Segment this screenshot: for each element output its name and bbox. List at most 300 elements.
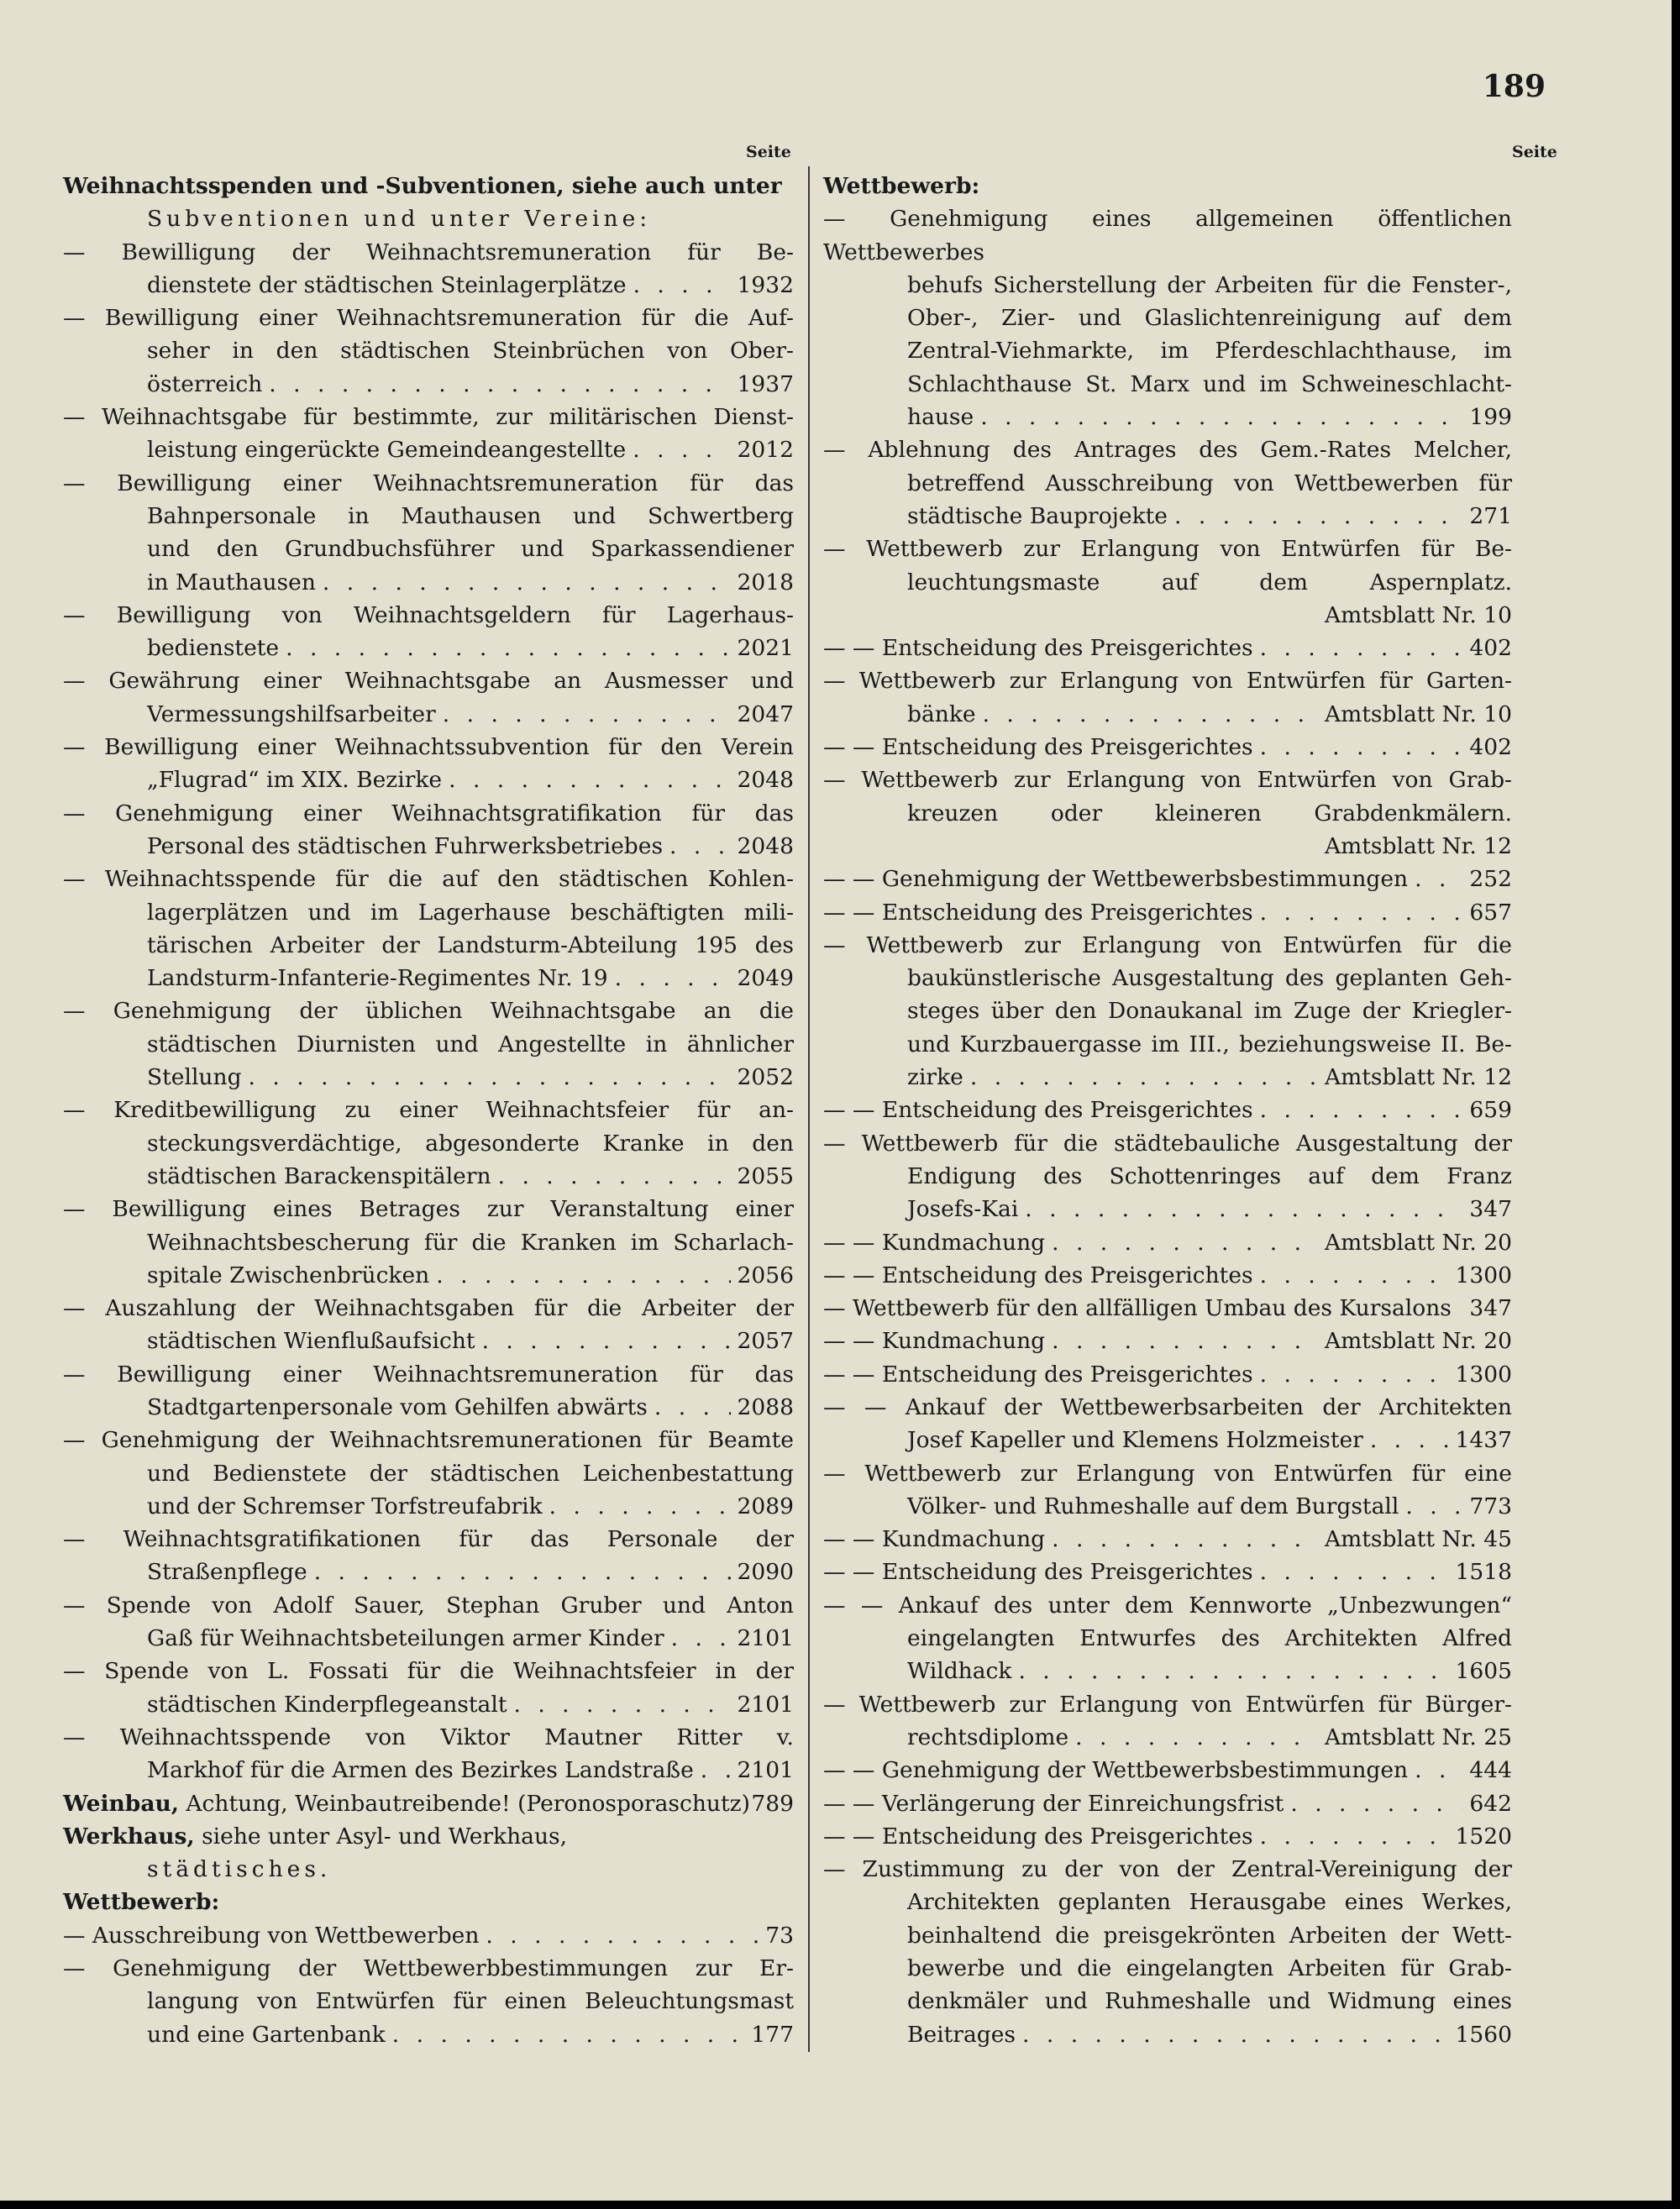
page-reference: 1932 (737, 271, 794, 298)
page-reference: 2052 (737, 1064, 794, 1091)
entry-line (63, 2018, 794, 2051)
dot-leader (669, 830, 731, 863)
entry-text: — — Kundmachung (823, 1526, 1046, 1553)
entry-line (823, 302, 1512, 334)
page-number: 189 (1482, 69, 1546, 104)
dot-leader (392, 2018, 745, 2051)
entry-line (823, 1061, 1512, 1094)
entry-line (823, 1886, 1512, 1918)
index-entry (823, 1391, 1512, 1457)
entry-text: — Weihnachtsspende von Viktor Mautner Ritter v. (63, 1724, 794, 1750)
entry-text: — Genehmigung der Weihnachtsremunerationen für Beamte (63, 1427, 794, 1454)
entry-line (823, 1424, 1512, 1456)
entry-text: „Flugrad“ im XIX. Bezirke (147, 767, 443, 794)
entry-text: Personal des städtischen Fuhrwerksbetriebes (147, 832, 664, 859)
page-reference: 252 (1469, 866, 1512, 893)
dot-leader (1052, 1523, 1318, 1556)
entry-text: — Wettbewerb zur Erlangung von Entwürfen für Bürger- (823, 1691, 1512, 1718)
entry-text: — Wettbewerb zur Erlangung von Entwürfen für Be- (823, 536, 1512, 563)
page-reference: 2057 (737, 1328, 794, 1355)
entry-line (63, 1028, 794, 1061)
entry-line (823, 401, 1512, 433)
index-entry (63, 599, 794, 665)
entry-line (823, 664, 1512, 697)
page-reference: 2101 (737, 1757, 794, 1784)
entry-text: Straßenpflege (147, 1559, 307, 1586)
entry-text: — Gewährung einer Weihnachtsgabe an Ausmesser und (63, 668, 794, 695)
index-entry (823, 1325, 1512, 1357)
entry-text: — — Entscheidung des Preisgerichtes (823, 635, 1253, 662)
dot-leader (633, 433, 730, 466)
entry-text: Architekten geplanten Herausgabe eines Werkes, (907, 1889, 1512, 1916)
entry-line (63, 1556, 794, 1588)
page-reference: 199 (1469, 404, 1512, 431)
entry-line (823, 863, 1512, 895)
entry-text: — — Ankauf des unter dem Kennworte „Unbezwungen“ (823, 1592, 1512, 1619)
entry-line (823, 1952, 1512, 1985)
entry-text: — — Kundmachung (823, 1229, 1046, 1256)
entry-text: bänke (907, 700, 976, 727)
dot-leader (654, 1391, 731, 1424)
entry-line (63, 1985, 794, 2017)
entry-text: — Bewilligung einer Weihnachtssubvention für den Verein (63, 734, 794, 761)
entry-text: städtischen Barackenspitälern (147, 1162, 491, 1189)
index-entry (823, 202, 1512, 433)
index-entry (823, 433, 1512, 533)
index-entry (63, 1787, 794, 1820)
entry-line (63, 500, 794, 533)
index-entry (63, 797, 794, 863)
entry-text: — — Entscheidung des Preisgerichtes (823, 899, 1253, 926)
dot-leader (1405, 1490, 1462, 1523)
dot-leader (1075, 1721, 1318, 1754)
entry-text: und der Schremser Torfstreufabrik (147, 1493, 543, 1519)
dot-leader (249, 1061, 731, 1094)
entry-line (823, 1622, 1512, 1655)
entry-line (823, 1325, 1512, 1357)
entry-line (823, 566, 1512, 599)
dot-leader (1260, 1259, 1449, 1292)
index-entry (63, 1292, 794, 1358)
entry-line (63, 1688, 794, 1721)
page-reference: 2089 (737, 1493, 794, 1519)
index-entry (63, 1094, 794, 1193)
entry-line (63, 1919, 794, 1952)
index-entry (823, 1688, 1512, 1755)
entry-line (63, 1391, 794, 1424)
amtsblatt-reference: Amtsblatt Nr. 12 (1325, 1064, 1512, 1091)
entry-text: städtischen Diurnisten und Angestellte in ähnlicher (147, 1031, 794, 1057)
entry-text: — Weihnachtsspende für die auf den städtischen Kohlen- (63, 866, 794, 893)
entry-text: Wettbewerb: (63, 1889, 220, 1916)
page-reference: 2012 (737, 437, 794, 464)
index-entry (63, 731, 794, 797)
page-reference: 177 (751, 2021, 794, 2048)
entry-line (823, 632, 1512, 664)
entry-text: betreffend Ausschreibung von Wettbewerben für (907, 470, 1512, 496)
page-reference: 773 (1469, 1493, 1512, 1519)
dot-leader (486, 1919, 759, 1952)
entry-line (823, 1127, 1512, 1160)
index-entry (823, 1589, 1512, 1688)
entry-line (63, 1193, 794, 1225)
entry-line (63, 202, 794, 235)
entry-line (63, 1655, 794, 1687)
entry-line (823, 1193, 1512, 1225)
entry-line (823, 1523, 1512, 1556)
entry-line (63, 929, 794, 962)
entry-line (63, 368, 794, 401)
index-entry (63, 1589, 794, 1655)
index-entry (63, 1721, 794, 1787)
index-entry (63, 1952, 794, 2051)
entry-text: Markhof für die Armen des Bezirkes Landstraße (147, 1757, 694, 1784)
entry-text: — Bewilligung einer Weihnachtsremuneration für das (63, 1361, 794, 1388)
entry-text: Weinbau, Achtung, Weinbautreibende! (Peronosporaschutz) (63, 1790, 750, 1817)
page-reference: 2101 (737, 1625, 794, 1652)
entry-text: — Auszahlung der Weihnachtsgaben für die Arbeiter der (63, 1295, 794, 1322)
entry-text: — Wettbewerb zur Erlangung von Entwürfen für die (823, 931, 1512, 958)
dot-leader (1022, 2018, 1449, 2051)
index-entry (63, 1919, 794, 1952)
entry-text: Josefs-Kai (907, 1196, 1019, 1223)
entry-text: — — Entscheidung des Preisgerichtes (823, 1262, 1253, 1288)
entry-line (823, 170, 1512, 202)
dot-leader (1260, 1358, 1449, 1391)
entry-text: eingelangten Entwurfes des Architekten Alfred (907, 1625, 1512, 1652)
left-column (63, 170, 794, 2048)
page-reference: 2047 (737, 700, 794, 727)
entry-text: und Bedienstete der städtischen Leichenbestattung (147, 1460, 794, 1487)
index-entry (823, 896, 1512, 929)
entry-text: behufs Sicherstellung der Arbeiten für die Fenster-, (907, 271, 1512, 298)
entry-text: — Wettbewerb zur Erlangung von Entwürfen von Grab- (823, 767, 1512, 794)
index-entry (63, 1655, 794, 1721)
entry-line (823, 731, 1512, 763)
entry-line (63, 1853, 794, 1886)
entry-line (63, 1523, 794, 1556)
entry-text: — Bewilligung der Weihnachtsremuneration für Be- (63, 239, 794, 265)
entry-line (823, 994, 1512, 1027)
entry-text: denkmäler und Ruhmeshalle und Widmung eines (907, 1988, 1512, 2015)
index-entry (823, 1226, 1512, 1259)
entry-text: Josef Kapeller und Klemens Holzmeister (907, 1427, 1363, 1454)
page-reference: 402 (1469, 734, 1512, 761)
entry-text: und den Grundbuchsführer und Sparkassendiener (147, 536, 794, 563)
entry-text: — — Ankauf der Wettbewerbsarbeiten der Architekten (823, 1393, 1512, 1420)
entry-line (823, 698, 1512, 731)
index-entry (63, 401, 794, 467)
dot-leader (671, 1622, 731, 1655)
page-reference: 1520 (1455, 1823, 1512, 1850)
entry-line (63, 1589, 794, 1622)
entry-line (63, 1721, 794, 1754)
index-entry (63, 1424, 794, 1523)
entry-text: — Zustimmung zu der von der Zentral-Vereinigung der (823, 1856, 1512, 1883)
entry-line (63, 1457, 794, 1490)
amtsblatt-reference: Amtsblatt Nr. 20 (1325, 1328, 1512, 1355)
entry-line (823, 1985, 1512, 2017)
amtsblatt-reference: Amtsblatt Nr. 20 (1325, 1229, 1512, 1256)
dot-leader (436, 1259, 730, 1292)
dot-leader (1018, 1655, 1448, 1687)
entry-text: — Wettbewerb für den allfälligen Umbau des Kursalons (823, 1295, 1452, 1322)
dot-leader (513, 1688, 730, 1721)
index-entry (63, 1523, 794, 1589)
entry-text: — — Genehmigung der Wettbewerbsbestimmungen (823, 866, 1409, 893)
entry-line (63, 334, 794, 367)
dot-leader (286, 632, 730, 664)
page-reference: 73 (765, 1922, 794, 1949)
index-entry (823, 1820, 1512, 1853)
column-heading-right: Seite (1512, 143, 1557, 161)
index-entry (823, 170, 1512, 202)
entry-text: Vermessungshilfsarbeiter (147, 700, 436, 727)
entry-line (823, 533, 1512, 565)
page-reference: 2090 (737, 1559, 794, 1586)
entry-text: bewerbe und die eingelangten Arbeiten für Grab- (907, 1955, 1512, 1982)
entry-line (63, 566, 794, 599)
page-reference: 347 (1469, 1295, 1512, 1322)
index-entry (823, 863, 1512, 895)
entry-text: Wildhack (907, 1658, 1012, 1685)
page-reference: 2056 (737, 1262, 794, 1288)
entry-line (63, 401, 794, 433)
entry-line (823, 896, 1512, 929)
dot-leader (1290, 1787, 1462, 1820)
page-reference: 2101 (737, 1691, 794, 1718)
dot-leader (498, 1160, 731, 1193)
entry-line (63, 1820, 794, 1853)
entry-text: und eine Gartenbank (147, 2021, 386, 2048)
page-reference: 789 (751, 1790, 794, 1817)
entry-text: städtischen Wienflußaufsicht (147, 1328, 475, 1355)
amtsblatt-reference: Amtsblatt Nr. 45 (1325, 1526, 1512, 1553)
entry-line (823, 1457, 1512, 1490)
entry-line (823, 962, 1512, 994)
dot-leader (1052, 1325, 1318, 1357)
entry-text: — — Entscheidung des Preisgerichtes (823, 1559, 1253, 1586)
entry-text: — Bewilligung einer Weihnachtsremuneration für die Auf- (63, 305, 794, 332)
dot-leader (1260, 731, 1463, 763)
entry-text: städtisches. (147, 1856, 332, 1883)
entry-text: beinhaltend die preisgekrönten Arbeiten der Wett- (907, 1922, 1512, 1949)
entry-line (823, 500, 1512, 533)
index-entry (63, 1886, 794, 1918)
index-entry (63, 1358, 794, 1425)
entry-line (823, 467, 1512, 500)
entry-line (823, 433, 1512, 466)
entry-line (823, 830, 1512, 863)
entry-text: städtische Bauprojekte (907, 502, 1168, 529)
entry-text: zirke (907, 1064, 963, 1091)
entry-text: — Spende von Adolf Sauer, Stephan Gruber und Anton (63, 1592, 794, 1619)
entry-line (823, 1787, 1512, 1820)
entry-line (63, 896, 794, 929)
dot-leader (1370, 1424, 1449, 1456)
entry-line (63, 1358, 794, 1391)
entry-text: — — Entscheidung des Preisgerichtes (823, 734, 1253, 761)
index-entry (63, 170, 794, 236)
entry-text: — Weihnachtsgratifikationen für das Personale der (63, 1526, 794, 1553)
entry-text: Ober-, Zier- und Glaslichtenreinigung auf dem (907, 305, 1512, 332)
entry-line (63, 962, 794, 994)
entry-text: leuchtungsmaste auf dem Aspernplatz. (907, 569, 1512, 596)
entry-line (63, 1259, 794, 1292)
entry-line (823, 2018, 1512, 2051)
entry-text: Amtsblatt Nr. 12 (1325, 832, 1512, 859)
entry-text: rechtsdiplome (907, 1724, 1069, 1750)
entry-line (63, 994, 794, 1027)
dot-leader (443, 698, 731, 731)
index-entry (823, 1127, 1512, 1226)
entry-text: — Genehmigung einer Weihnachtsgratifikation für das (63, 800, 794, 826)
entry-text: — Genehmigung der üblichen Weihnachtsgabe an die (63, 998, 794, 1025)
entry-line (823, 1820, 1512, 1853)
dot-leader (1052, 1226, 1318, 1259)
entry-text: — — Entscheidung des Preisgerichtes (823, 1097, 1253, 1124)
entry-line (63, 632, 794, 664)
index-entry (823, 763, 1512, 863)
dot-leader (1260, 1094, 1463, 1126)
entry-text: dienstete der städtischen Steinlagerplätze (147, 271, 627, 298)
entry-line (63, 731, 794, 763)
entry-text: — — Entscheidung des Preisgerichtes (823, 1823, 1253, 1850)
entry-text: Beitrages (907, 2021, 1016, 2048)
entry-line (63, 664, 794, 697)
entry-line (823, 599, 1512, 632)
entry-text: Gaß für Weihnachtsbeteilungen armer Kinder (147, 1625, 664, 1652)
page-reference: 402 (1469, 635, 1512, 662)
entry-text: — Bewilligung eines Betrages zur Veranstaltung einer (63, 1196, 794, 1223)
entry-text: Werkhaus, siehe unter Asyl- und Werkhaus, (63, 1823, 568, 1850)
dot-leader (449, 763, 730, 796)
entry-text: — Kreditbewilligung zu einer Weihnachtsfeier für an- (63, 1097, 794, 1124)
entry-line (823, 1556, 1512, 1588)
amtsblatt-reference: Amtsblatt Nr. 25 (1325, 1724, 1512, 1750)
entry-line (63, 1160, 794, 1193)
page-reference: 1300 (1455, 1361, 1512, 1388)
entry-line (823, 797, 1512, 830)
page-reference: 657 (1469, 899, 1512, 926)
entry-line (63, 863, 794, 895)
dot-leader (314, 1556, 731, 1588)
entry-line (823, 1391, 1512, 1424)
dot-leader (1260, 632, 1463, 664)
dot-leader (1025, 1193, 1462, 1225)
entry-line (63, 433, 794, 466)
entry-line (63, 1061, 794, 1094)
index-entry (823, 1523, 1512, 1556)
page-reference: 2048 (737, 832, 794, 859)
entry-line (63, 797, 794, 830)
dot-leader (615, 962, 731, 994)
entry-text: kreuzen oder kleineren Grabdenkmälern. (907, 800, 1512, 826)
entry-text: und Kurzbauergasse im III., beziehungsweise II. Be- (907, 1031, 1512, 1057)
entry-text: — Weihnachtsgabe für bestimmte, zur militärischen Dienst- (63, 404, 794, 431)
entry-text: steges über den Donaukanal im Zuge der Kriegler- (907, 998, 1512, 1025)
page-reference: 642 (1469, 1790, 1512, 1817)
index-entry (63, 994, 794, 1094)
index-entry (823, 731, 1512, 763)
entry-text: — Genehmigung eines allgemeinen öffentlichen Wettbewerbes (823, 206, 1512, 265)
page-reference: 2021 (737, 635, 794, 662)
entry-line (823, 269, 1512, 302)
page-reference: 347 (1469, 1196, 1512, 1223)
page-reference: 2048 (737, 767, 794, 794)
entry-text: — Wettbewerb zur Erlangung von Entwürfen für Garten- (823, 668, 1512, 695)
entry-line (823, 1160, 1512, 1193)
entry-line (63, 830, 794, 863)
index-entry (823, 929, 1512, 1094)
entry-text: spitale Zwischenbrücken (147, 1262, 430, 1288)
entry-text: — Bewilligung einer Weihnachtsremuneration für das (63, 470, 794, 496)
dot-leader (549, 1490, 731, 1523)
page-reference: 2018 (737, 569, 794, 596)
index-entry (823, 1556, 1512, 1588)
entry-line (63, 1424, 794, 1456)
index-entry (823, 664, 1512, 731)
index-entry (63, 664, 794, 731)
dot-leader (980, 401, 1462, 433)
entry-line (823, 1226, 1512, 1259)
page-reference: 1300 (1455, 1262, 1512, 1288)
index-entry (823, 533, 1512, 632)
entry-line (823, 1259, 1512, 1292)
entry-text: Wettbewerb: (823, 173, 980, 199)
entry-line (63, 1292, 794, 1325)
entry-text: — Wettbewerb zur Erlangung von Entwürfen für eine (823, 1460, 1512, 1487)
entry-text: Zentral-Viehmarkte, im Pferdeschlachthause, im (907, 338, 1512, 365)
entry-line (63, 533, 794, 565)
dot-leader (269, 368, 730, 401)
entry-line (823, 763, 1512, 796)
entry-text: — — Genehmigung der Wettbewerbsbestimmungen (823, 1757, 1409, 1784)
entry-line (823, 334, 1512, 367)
page-reference: 1605 (1455, 1658, 1512, 1685)
dot-leader (1415, 1754, 1462, 1787)
entry-line (63, 1127, 794, 1160)
entry-text: Bahnpersonale in Mauthausen und Schwertberg (147, 502, 794, 529)
index-entry (63, 1193, 794, 1292)
index-entry (63, 863, 794, 994)
page-reference: 271 (1469, 502, 1512, 529)
entry-line (823, 1721, 1512, 1754)
entry-line (823, 1754, 1512, 1787)
index-entry (823, 1094, 1512, 1126)
entry-line (63, 1226, 794, 1259)
dot-leader (1260, 1820, 1449, 1853)
index-entry (63, 236, 794, 302)
dot-leader (983, 698, 1318, 731)
entry-line (63, 170, 794, 202)
right-column (823, 170, 1512, 2048)
page-reference: 2049 (737, 965, 794, 992)
entry-line (823, 1028, 1512, 1061)
index-entry (823, 1754, 1512, 1787)
index-entry (63, 1820, 794, 1886)
entry-line (63, 1490, 794, 1523)
index-entry (823, 1787, 1512, 1820)
entry-text: — Genehmigung der Wettbewerbbestimmungen zur Er- (63, 1955, 794, 1982)
entry-line (823, 1094, 1512, 1126)
page-reference: 1518 (1455, 1559, 1512, 1586)
dot-leader (701, 1754, 731, 1787)
entry-line (823, 1292, 1512, 1325)
dot-leader (1260, 1556, 1449, 1588)
entry-line (63, 1094, 794, 1126)
amtsblatt-reference: Amtsblatt Nr. 10 (1325, 700, 1512, 727)
